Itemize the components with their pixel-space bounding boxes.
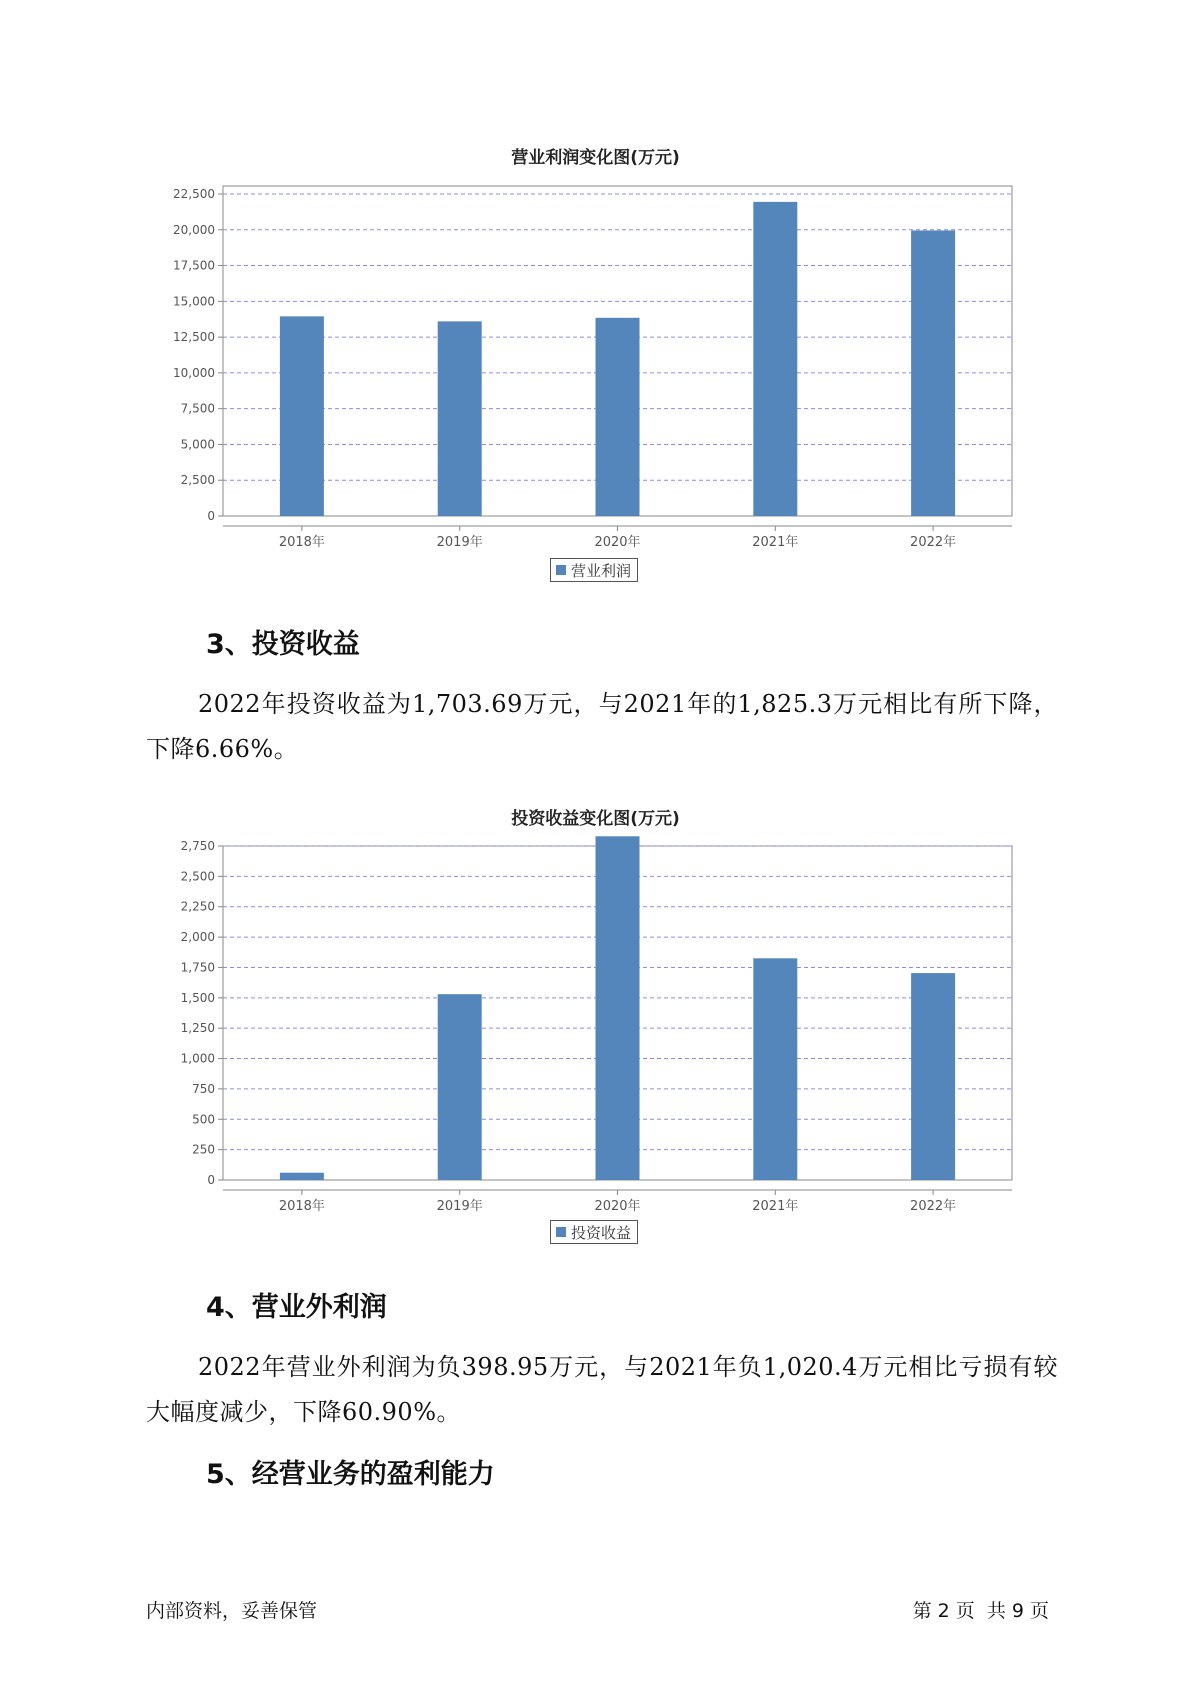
y-tick-label: 5,000: [180, 437, 215, 452]
section3-paragraph: 2022年投资收益为1,703.69万元，与2021年的1,825.3万元相比有所下降，下降6.66%。: [146, 690, 1058, 763]
legend-swatch: [556, 1227, 566, 1237]
y-tick-label: 10,000: [173, 365, 215, 380]
x-tick-label: 2020年: [594, 1199, 641, 1214]
y-tick-label: 1,000: [180, 1051, 215, 1066]
y-tick-label: 2,750: [180, 839, 215, 853]
y-tick-label: 15,000: [173, 294, 215, 309]
y-tick-label: 2,000: [180, 930, 215, 945]
y-tick-label: 17,500: [173, 258, 215, 273]
y-tick-label: 7,500: [180, 401, 215, 416]
y-tick-label: 500: [192, 1112, 215, 1127]
footer-page-number: 第 2 页 共 9 页: [912, 1600, 1049, 1622]
y-tick-label: 1,500: [180, 990, 215, 1005]
y-tick-label: 2,500: [180, 869, 215, 884]
bar: [438, 994, 482, 1180]
y-tick-label: 1,750: [180, 960, 215, 975]
x-tick-label: 2021年: [752, 1199, 799, 1214]
x-tick-label: 2019年: [436, 535, 483, 550]
x-tick-label: 2021年: [752, 535, 799, 550]
y-tick-label: 20,000: [173, 222, 215, 237]
footer-confidential-note: 内部资料，妥善保管: [146, 1600, 318, 1622]
bar: [911, 973, 955, 1180]
x-tick-label: 2022年: [910, 1199, 957, 1214]
section3-heading: 3、投资收益: [206, 629, 360, 660]
y-tick-label: 750: [192, 1081, 215, 1096]
y-tick-label: 12,500: [173, 330, 215, 345]
y-tick-label: 0: [207, 1173, 215, 1187]
y-tick-label: 1,250: [180, 1021, 215, 1036]
bar: [753, 958, 797, 1180]
x-tick-label: 2018年: [278, 1199, 325, 1214]
y-tick-label: 2,250: [180, 899, 215, 914]
bar: [596, 836, 640, 1180]
chart2-title: 投资收益变化图(万元): [511, 809, 680, 829]
x-tick-label: 2018年: [278, 535, 325, 550]
y-tick-label: 250: [192, 1142, 215, 1157]
chart2-legend-label: 投资收益: [571, 1223, 632, 1242]
y-tick-label: 0: [207, 509, 215, 523]
x-tick-label: 2019年: [436, 1199, 483, 1214]
chart1-legend-label: 营业利润: [571, 561, 632, 580]
x-tick-label: 2022年: [910, 535, 957, 550]
bar: [280, 1173, 324, 1180]
section4-heading: 4、营业外利润: [206, 1292, 387, 1323]
chart2-legend: [550, 1220, 638, 1244]
chart1-title: 营业利润变化图(万元): [511, 148, 680, 168]
x-tick-label: 2020年: [594, 535, 641, 550]
section4-paragraph: 2022年营业外利润为负398.95万元，与2021年负1,020.4万元相比亏损有较大幅度减少，下降60.90%。: [146, 1353, 1058, 1426]
section5-heading: 5、经营业务的盈利能力: [206, 1459, 495, 1490]
y-tick-label: 22,500: [173, 187, 215, 201]
y-tick-label: 2,500: [180, 473, 215, 488]
